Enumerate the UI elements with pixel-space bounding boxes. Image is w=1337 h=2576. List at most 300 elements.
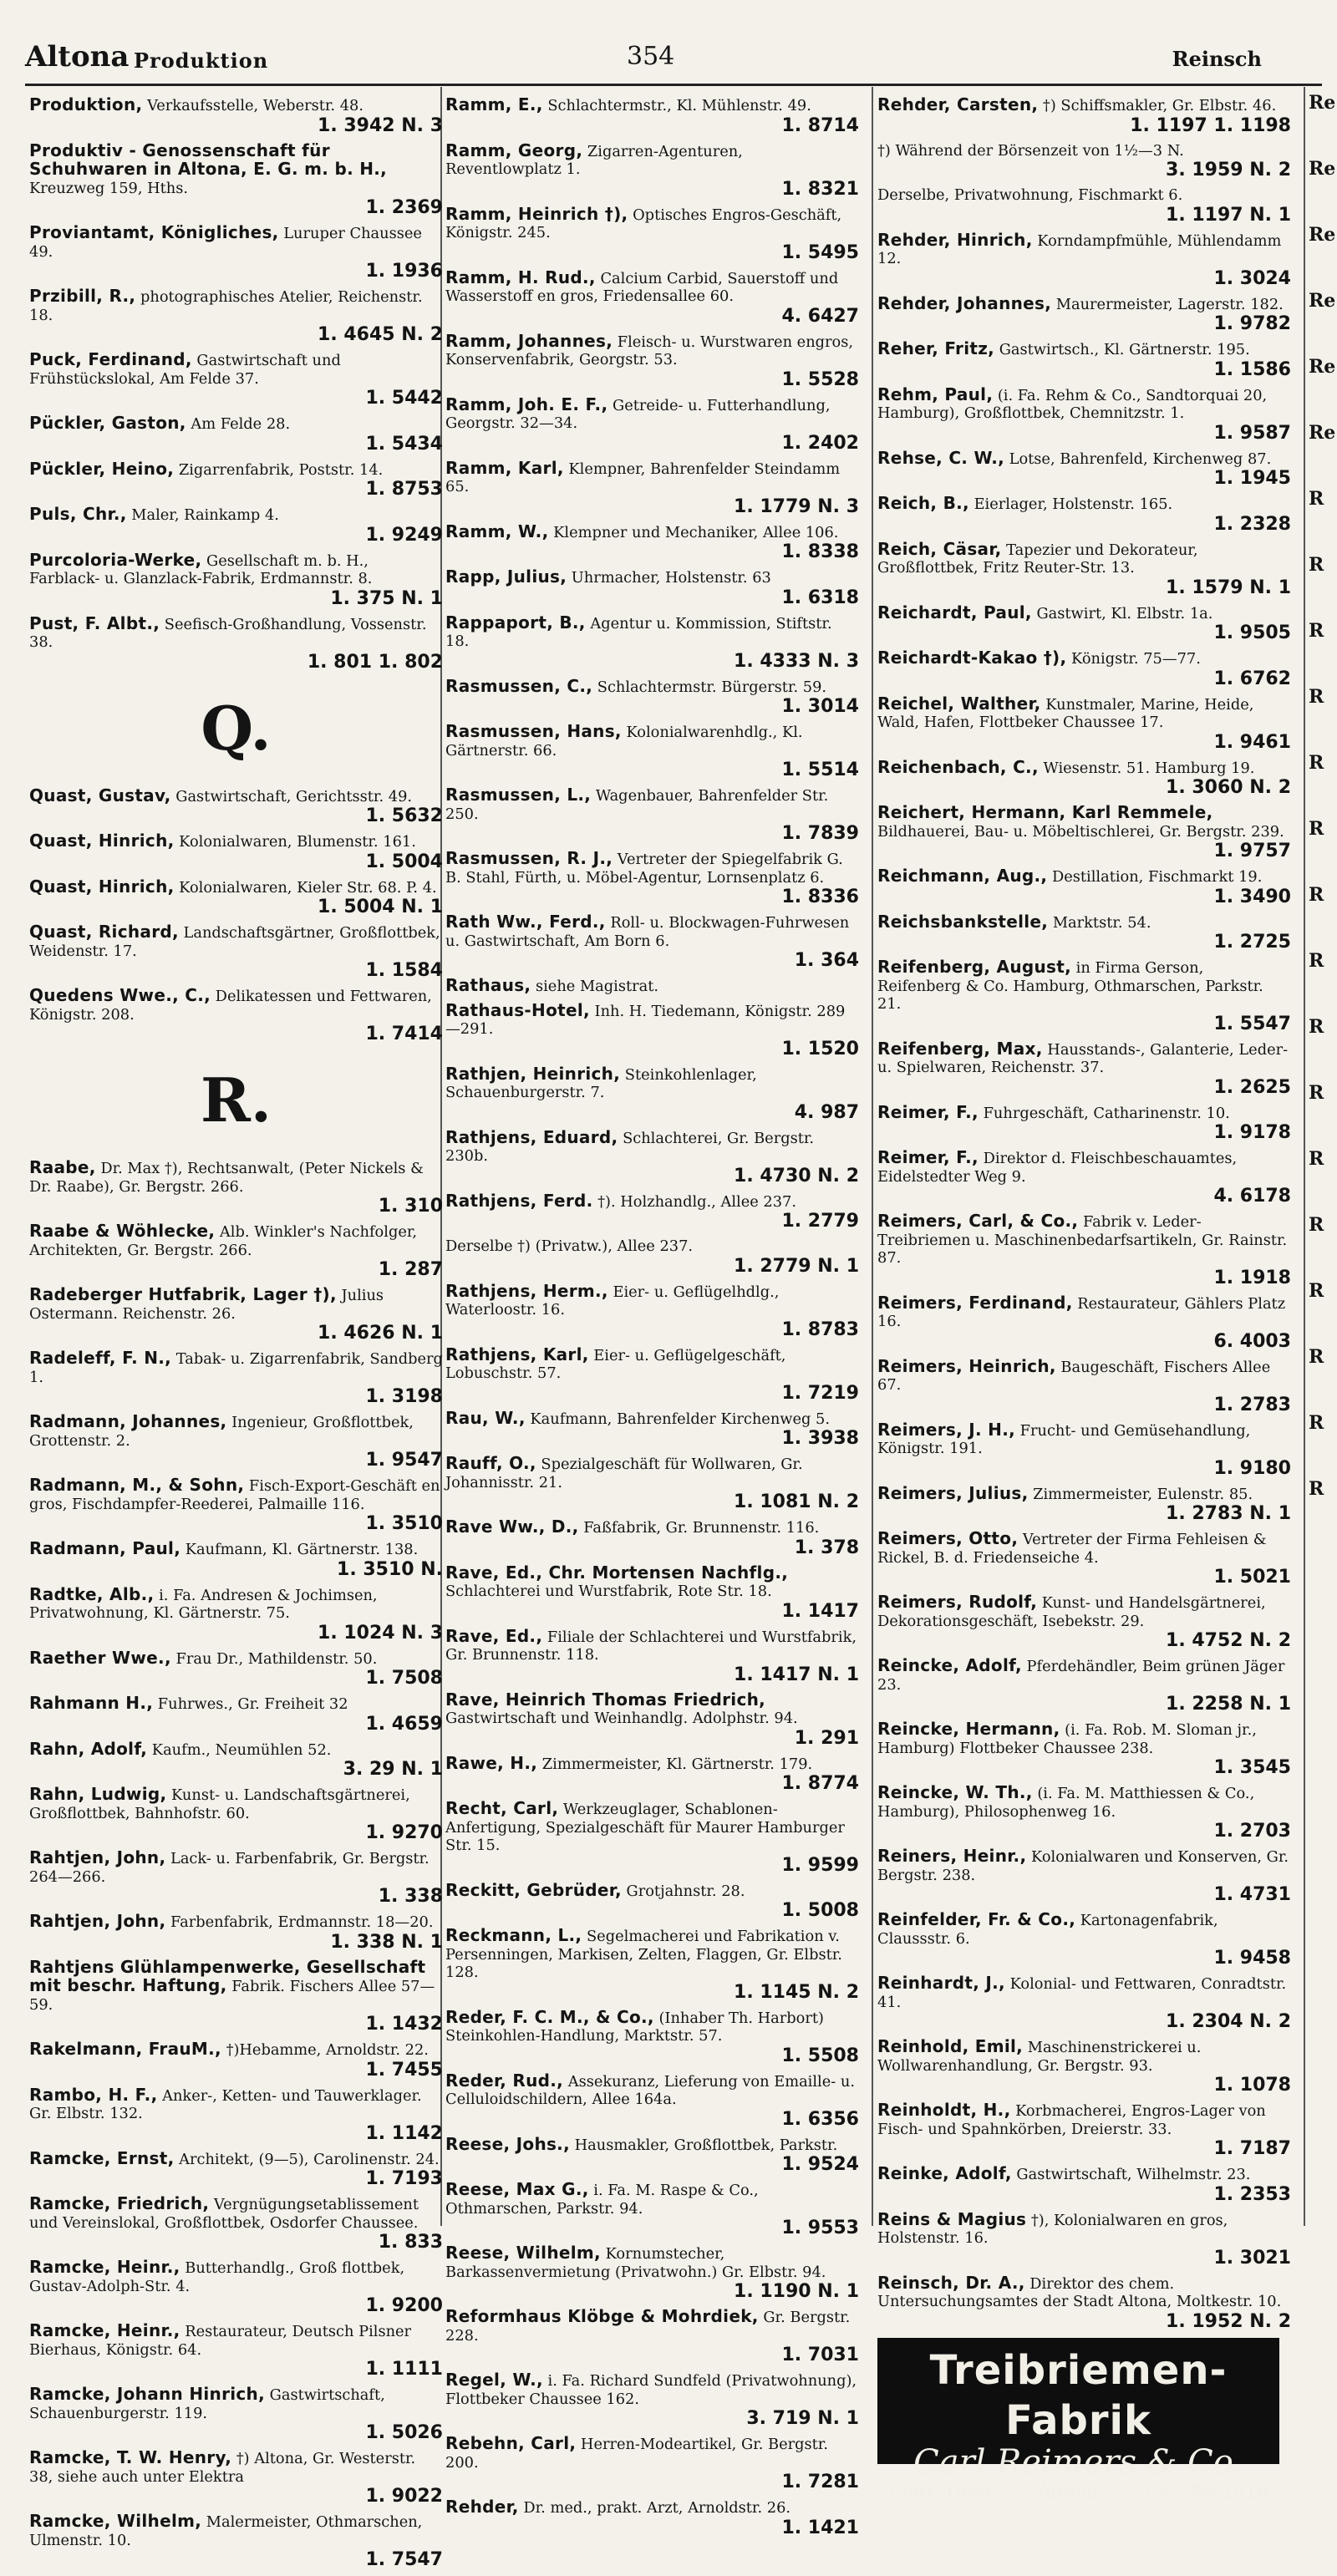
entry-details: Segelmacherei und Fabrikation v. Persenningen, Markisen, Zelten, Flaggen, Gr. Elbstr. 128. xyxy=(445,1928,842,1981)
entry-details: Gastwirtschaft und Frühstückslokal, Am Felde 37. xyxy=(29,352,341,388)
entry-text xyxy=(877,1482,1291,1504)
entry-name: Reimers, Heinrich, xyxy=(877,1355,1056,1376)
entry-details: Delikatessen und Fettwaren, Königstr. 208. xyxy=(29,988,432,1024)
entry-details: Königstr. 75—77. xyxy=(1066,650,1201,668)
entry-text xyxy=(29,987,443,1024)
entry-details: Derselbe, Privatwohnung, Fischmarkt 6. xyxy=(877,186,1183,204)
edge-fragment: R xyxy=(1309,1280,1324,1302)
entry-phone: 1. 4659 xyxy=(365,1713,443,1735)
entry-name: Quast, Richard, xyxy=(29,922,179,942)
entry-name: Ramm, E., xyxy=(445,94,543,114)
directory-entry xyxy=(29,224,443,282)
entry-text xyxy=(877,292,1291,314)
entry-text xyxy=(29,1286,443,1323)
entry-details: Filiale der Schlachterei und Wurstfabrik, Gr. Brunnenstr. 118. xyxy=(445,1628,857,1664)
directory-entry xyxy=(445,614,859,672)
entry-details: Fabrik. Fischers Allee 57—59. xyxy=(29,1978,435,2014)
entry-phone: 1. 2703 xyxy=(1213,1821,1291,1842)
entry-details: Restaurateur, Gählers Platz 16. xyxy=(877,1294,1286,1330)
entry-phone: 1. 3510 N. xyxy=(337,1558,443,1580)
entry-text xyxy=(445,1455,859,1491)
entry-text xyxy=(877,386,1291,423)
entry-name: Reich, B., xyxy=(877,493,969,513)
entry-details: Zigarrenfabrik, Poststr. 14. xyxy=(174,460,384,479)
entry-phone: 1. 9200 xyxy=(365,2295,443,2316)
entry-name: Rapp, Julius, xyxy=(445,567,567,587)
entry-phone: 3. 1959 N. 2 xyxy=(1166,160,1291,180)
entry-phone: 1. 3014 xyxy=(781,696,859,717)
entry-text xyxy=(445,675,859,697)
entry-phone: 1. 338 xyxy=(378,1886,443,1907)
entry-name: Rasmussen, R. J., xyxy=(445,848,613,868)
entry-text xyxy=(29,2258,443,2295)
entry-details: Vergnügungsetablissement und Vereinslokal, Großflottbek, Osdorfer Chaussee. xyxy=(29,2196,419,2232)
column-3 xyxy=(877,94,1291,2502)
directory-entry xyxy=(877,142,1291,181)
directory-entry xyxy=(877,1355,1291,1415)
entry-phone: 1. 2353 xyxy=(1213,2183,1291,2205)
entry-name: Rehder, Carsten, xyxy=(877,94,1039,114)
directory-entry xyxy=(877,756,1291,799)
ad-footer xyxy=(880,2479,1277,2506)
entry-name: Rave, Ed., xyxy=(445,1625,543,1646)
entry-phone: 1. 5514 xyxy=(781,760,859,780)
entry-name: Rathjens, Eduard, xyxy=(445,1126,618,1147)
entry-text xyxy=(445,1192,859,1212)
entry-text xyxy=(445,2072,859,2109)
entry-details: Schlachterei und Wurstfabrik, Rote Str. 18. xyxy=(445,1583,772,1600)
entry-phone: 1. 9587 xyxy=(1213,422,1291,444)
directory-entry xyxy=(877,1421,1291,1479)
entry-phone: 1. 1197 N. 1 xyxy=(1166,204,1291,226)
column-divider xyxy=(872,87,873,2226)
entry-text xyxy=(877,1974,1291,2011)
entry-name: Ramm, Georg, xyxy=(445,140,583,160)
entry-phone: 1. 2783 N. 1 xyxy=(1166,1503,1291,1524)
entry-name: Reimers, Rudolf, xyxy=(877,1592,1038,1612)
entry-phone: 1. 291 xyxy=(794,1727,859,1749)
entry-name: Reese, Max G., xyxy=(445,2179,589,2199)
directory-entry xyxy=(29,878,443,918)
directory-entry xyxy=(877,804,1291,861)
entry-name: Rebehn, Carl, xyxy=(445,2433,577,2453)
entry-name: Rathaus, xyxy=(445,975,531,995)
entry-name: Ramm, W., xyxy=(445,521,549,541)
directory-entry xyxy=(877,495,1291,535)
entry-name: Reckitt, Gebrüder, xyxy=(445,1879,622,1900)
entry-details: Bildhauerei, Bau- u. Möbeltischlerei, Gr. Bergstr. 239. xyxy=(877,822,1284,841)
entry-text xyxy=(445,1879,859,1901)
page-header xyxy=(25,33,1312,80)
entry-text xyxy=(877,913,1291,932)
entry-phone: 1. 2258 N. 1 xyxy=(1166,1694,1291,1715)
entry-text xyxy=(29,1583,443,1623)
entry-details: siehe Magistrat. xyxy=(531,978,659,995)
entry-name: Ramcke, Wilhelm, xyxy=(29,2511,202,2531)
entry-name: Radeleff, F. N., xyxy=(29,1348,172,1368)
entry-phone: 1. 9270 xyxy=(365,1822,443,1843)
entry-phone: 1. 1936 xyxy=(365,261,443,282)
entry-details: Uhrmacher, Holstenstr. 63 xyxy=(567,569,771,587)
entry-name: Rambo, H. F., xyxy=(29,2084,158,2105)
entry-text xyxy=(29,1476,443,1513)
directory-entry xyxy=(29,1649,443,1689)
entry-details: Klempner, Bahrenfelder Steindamm 65. xyxy=(445,460,841,495)
entry-phone: 1. 9547 xyxy=(365,1450,443,1471)
entry-phone: 1. 7281 xyxy=(781,2472,859,2492)
directory-entry xyxy=(29,287,443,345)
entry-text xyxy=(445,396,859,433)
entry-details: Gastwirt, Kl. Elbstr. 1a. xyxy=(1031,604,1213,622)
entry-details: Optisches Engros-Geschäft, Königstr. 245. xyxy=(445,206,842,241)
entry-details: Farbenfabrik, Erdmannstr. 18—20. xyxy=(165,1913,434,1931)
entry-phone: 1. 1024 N. 3 xyxy=(318,1622,443,1644)
entry-details: Marktstr. 54. xyxy=(1048,913,1151,932)
entry-phone: 1. 7508 xyxy=(365,1668,443,1689)
entry-details: Kolonial- und Fettwaren, Conradtstr. 41. xyxy=(877,1975,1287,2011)
directory-entry xyxy=(877,231,1291,289)
entry-details: Kaufmann, Bahrenfelder Kirchenweg 5. xyxy=(525,1410,831,1428)
entry-text xyxy=(877,1040,1291,1077)
entry-name: Reifenberg, August, xyxy=(877,957,1071,977)
entry-text xyxy=(29,2147,443,2169)
entry-details: Seefisch-Großhandlung, Vossenstr. 38. xyxy=(29,615,427,651)
entry-phone: 1. 9249 xyxy=(365,524,443,546)
entry-text xyxy=(445,203,859,242)
entry-phone: 6. 4003 xyxy=(1213,1330,1291,1352)
entry-details: Kolonialwaren, Blumenstr. 161. xyxy=(174,833,416,851)
column-divider xyxy=(1304,87,1305,2226)
directory-entry xyxy=(29,1413,443,1471)
entry-phone: 1. 1432 xyxy=(365,2014,443,2035)
directory-entry xyxy=(877,447,1291,490)
edge-fragment: Re xyxy=(1309,92,1336,114)
entry-text xyxy=(877,1421,1291,1458)
entry-details: Frucht- und Gemüsehandlung, Königstr. 191. xyxy=(877,1421,1251,1457)
directory-entry xyxy=(29,2322,443,2380)
entry-text xyxy=(445,2498,859,2518)
entry-name: Pust, F. Albt., xyxy=(29,612,160,633)
entry-text xyxy=(445,850,859,887)
entry-details: Gastwirtschaft, Schauenburgerstr. 119. xyxy=(29,2386,385,2422)
entry-text xyxy=(445,1346,859,1383)
entry-name: Rehder, xyxy=(445,2497,519,2517)
directory-entry xyxy=(29,142,443,219)
edge-fragment: Re xyxy=(1309,158,1336,180)
entry-text xyxy=(29,2195,443,2232)
directory-entry xyxy=(29,506,443,546)
directory-entry xyxy=(445,2181,859,2238)
entry-phone: 1. 7219 xyxy=(781,1382,859,1404)
entry-phone: 1. 2304 N. 2 xyxy=(1166,2011,1291,2032)
entry-name: Rahn, Adolf, xyxy=(29,1738,148,1759)
directory-entry xyxy=(877,604,1291,644)
entry-phone: 1. 7031 xyxy=(781,2345,859,2365)
entry-name: Ramm, Karl, xyxy=(445,457,564,478)
entry-name: Reifenberg, Max, xyxy=(877,1038,1043,1059)
entry-details: Kartonagenfabrik, Claussstr. 6. xyxy=(877,1912,1218,1948)
entry-phone: 1. 5442 xyxy=(365,388,443,409)
entry-details: Hausstands-, Galanterie, Leder- u. Spielwaren, Reichenstr. 37. xyxy=(877,1040,1289,1076)
entry-text xyxy=(29,142,443,198)
directory-entry xyxy=(445,1126,859,1186)
directory-entry xyxy=(445,2006,859,2066)
entry-phone: 1. 7187 xyxy=(1213,2138,1291,2159)
entry-phone: 1. 1584 xyxy=(365,960,443,981)
entry-text xyxy=(877,649,1291,668)
entry-text xyxy=(877,1101,1291,1123)
entry-name: Rauff, O., xyxy=(445,1453,536,1473)
entry-phone: 1. 3510 xyxy=(365,1513,443,1534)
entry-phone: 1. 9524 xyxy=(781,2154,859,2175)
entry-phone: 1. 5528 xyxy=(781,368,859,390)
entry-name: Rave, Heinrich Thomas Friedrich, xyxy=(445,1689,766,1710)
directory-entry xyxy=(877,340,1291,380)
directory-entry xyxy=(29,1740,443,1781)
entry-text xyxy=(445,1126,859,1166)
directory-entry xyxy=(29,1540,443,1580)
entry-name: Reichenbach, C., xyxy=(877,756,1039,777)
entry-details: Zimmermeister, Kl. Gärtnerstr. 179. xyxy=(537,1755,813,1773)
entry-details: Wagenbauer, Bahrenfelder Str. 250. xyxy=(445,787,829,823)
entry-name: Raabe & Wöhlecke, xyxy=(29,1221,216,1241)
entry-name: Rahtjens Glühlampenwerke, Gesellschaft mit beschr. Haftung, xyxy=(29,1956,426,1995)
edge-fragment: R xyxy=(1309,818,1324,840)
directory-entry xyxy=(877,1101,1291,1144)
entry-text xyxy=(877,2165,1291,2184)
entry-text xyxy=(29,1159,443,1196)
ad-firm: Carl Reimers & Co. xyxy=(913,2442,1243,2482)
directory-entry xyxy=(445,142,859,200)
entry-phone: 1. 287 xyxy=(378,1259,443,1280)
entry-name: Rave Ww., D., xyxy=(445,1517,579,1537)
entry-name: Quast, Hinrich, xyxy=(29,831,175,851)
directory-entry xyxy=(877,1720,1291,1778)
entry-phone: 1. 378 xyxy=(794,1537,859,1558)
entry-name: Reichsbankstelle, xyxy=(877,911,1049,932)
entry-phone: 1. 8753 xyxy=(365,479,443,500)
entry-text xyxy=(29,612,443,652)
entry-name: Ramcke, Heinr., xyxy=(29,2257,180,2277)
entry-text xyxy=(445,330,859,369)
directory-entry xyxy=(445,2498,859,2538)
directory-entry xyxy=(877,386,1291,444)
directory-entry xyxy=(445,269,859,327)
entry-details: Lack- u. Farbenfabrik, Gr. Bergstr. 264—266. xyxy=(29,1850,430,1886)
entry-details: (i. Fa. Rob. M. Sloman jr., Hamburg) Flottbeker Chaussee 238. xyxy=(877,1721,1257,1757)
directory-entry xyxy=(877,867,1291,907)
entry-phone: 1. 7193 xyxy=(365,2168,443,2189)
directory-entry xyxy=(445,1280,859,1340)
directory-entry xyxy=(877,958,1291,1034)
directory-entry xyxy=(29,1956,443,2035)
entry-name: Regel, W., xyxy=(445,2370,543,2390)
entry-details: Dr. Max †), Rechtsanwalt, (Peter Nickels & Dr. Raabe), Gr. Bergstr. 266. xyxy=(29,1160,424,1196)
entry-details: Gastwirtschaft und Weinhandlg. Adolphstr. 94. xyxy=(445,1710,798,1727)
entry-phone: 1. 9458 xyxy=(1213,1948,1291,1969)
directory-entry xyxy=(445,913,859,971)
entry-phone: 1. 3490 xyxy=(1213,886,1291,907)
directory-entry xyxy=(29,1349,443,1407)
entry-name: Purcoloria-Werke, xyxy=(29,549,202,570)
edge-fragment: R xyxy=(1309,1412,1324,1434)
directory-entry xyxy=(29,987,443,1044)
entry-phone: 1. 6356 xyxy=(781,2108,859,2130)
directory-entry xyxy=(877,1294,1291,1352)
entry-name: Rath Ww., Ferd., xyxy=(445,912,606,932)
entry-details: Wiesenstr. 51. Hamburg 19. xyxy=(1038,759,1255,777)
directory-entry xyxy=(445,999,859,1059)
entry-phone: 1. 1417 N. 1 xyxy=(734,1664,859,1685)
entry-phone: 1. 375 N. 1 xyxy=(330,587,443,609)
entry-text xyxy=(877,2101,1291,2138)
ad-title: Treibriemen-Fabrik xyxy=(929,2346,1228,2444)
entry-name: Reimers, Carl, & Co., xyxy=(877,1211,1079,1231)
entry-phone: 1. 5632 xyxy=(365,805,443,826)
directory-entry xyxy=(445,1518,859,1558)
directory-entry xyxy=(445,1879,859,1922)
entry-name: Quedens Wwe., C., xyxy=(29,985,211,1005)
entry-text xyxy=(877,804,1291,841)
entry-text xyxy=(445,2133,859,2155)
entry-details: Schlachtermstr. Bürgerstr. 59. xyxy=(592,678,827,696)
entry-details: Gesellschaft m. b. H., Farblack- u. Glanzlack-Fabrik, Erdmannstr. 8. xyxy=(29,551,373,587)
entry-text xyxy=(445,1800,859,1855)
entry-text xyxy=(445,142,859,179)
entry-details: Dr. med., prakt. Arzt, Arnoldstr. 26. xyxy=(518,2499,791,2517)
entry-name: Pückler, Gaston, xyxy=(29,413,186,433)
entry-text xyxy=(877,1720,1291,1757)
entry-phone: 4. 6427 xyxy=(781,305,859,327)
entry-name: Reichmann, Aug., xyxy=(877,866,1048,886)
entry-text xyxy=(445,614,859,651)
entry-details: Vertreter der Firma Fehleisen & Rickel, B. d. Friedenseiche 4. xyxy=(877,1531,1267,1567)
entry-details: Direktor des chem. Untersuchungsamtes der Stadt Altona, Moltkestr. 10. xyxy=(877,2274,1282,2310)
directory-entry xyxy=(445,2308,859,2365)
entry-text xyxy=(445,999,859,1039)
directory-entry xyxy=(877,2165,1291,2205)
entry-name: Reimers, J. H., xyxy=(877,1419,1015,1440)
entry-name: Rathaus-Hotel, xyxy=(445,999,590,1020)
directory-entry xyxy=(877,2208,1291,2269)
entry-phone: 1. 8774 xyxy=(781,1773,859,1794)
directory-entry xyxy=(877,1657,1291,1715)
directory-entry xyxy=(445,2244,859,2302)
entry-text xyxy=(29,1849,443,1886)
entry-name: Reincke, W. Th., xyxy=(877,1782,1033,1802)
entry-name: Radmann, Johannes, xyxy=(29,1411,227,1431)
directory-entry xyxy=(877,186,1291,226)
entry-text xyxy=(877,1657,1291,1694)
entry-details: Kunst- u. Landschaftsgärtnerei, Großflottbek, Bahnhofstr. 60. xyxy=(29,1786,410,1822)
entry-name: Reichel, Walther, xyxy=(877,693,1041,714)
entry-details: Eier- u. Geflügelhdlg., Waterloostr. 16. xyxy=(445,1283,780,1318)
entry-phone: 1. 1586 xyxy=(1213,358,1291,380)
entry-name: Rehder, Hinrich, xyxy=(877,229,1033,250)
entry-details: †). Holzhandlg., Allee 237. xyxy=(592,1192,796,1211)
entry-phone: 1. 7414 xyxy=(365,1024,443,1044)
edge-fragment: Re xyxy=(1309,290,1336,312)
directory-entry xyxy=(445,850,859,907)
entry-phone: 1. 3942 N. 3 xyxy=(318,114,443,136)
edge-fragment: Re xyxy=(1309,422,1336,444)
entry-text xyxy=(29,460,443,480)
entry-details: Kolonialwarenhdlg., Kl. Gärtnerstr. 66. xyxy=(445,724,803,760)
entry-name: Rathjens, Herm., xyxy=(445,1280,608,1301)
entry-details: i. Fa. Richard Sundfeld (Privatwohnung), Flottbeker Chaussee 162. xyxy=(445,2372,857,2408)
entry-name: Reese, Johs., xyxy=(445,2133,570,2154)
directory-entry xyxy=(445,457,859,517)
entry-details: Fuhrgeschäft, Catharinenstr. 10. xyxy=(978,1104,1230,1122)
entry-phone: 1. 2625 xyxy=(1213,1076,1291,1098)
entry-details: Verkaufsstelle, Weberstr. 48. xyxy=(142,97,363,114)
entry-details: Maler, Rainkamp 4. xyxy=(126,506,279,524)
directory-entry xyxy=(29,2449,443,2507)
entry-name: Rahtjen, John, xyxy=(29,1911,166,1931)
entry-text xyxy=(445,2308,859,2345)
entry-details: photographisches Atelier, Reichenstr. 18. xyxy=(29,288,423,324)
directory-entry xyxy=(445,523,859,563)
entry-text xyxy=(29,351,443,388)
entry-name: Reincke, Hermann, xyxy=(877,1719,1060,1739)
entry-text xyxy=(877,1530,1291,1567)
entry-name: Rathjens, Karl, xyxy=(445,1344,589,1364)
entry-name: Rehm, Paul, xyxy=(877,384,994,404)
directory-entry xyxy=(877,1911,1291,1969)
entry-text xyxy=(445,1691,859,1728)
entry-text xyxy=(445,96,859,115)
entry-details: Luruper Chaussee 49. xyxy=(29,225,422,261)
entry-details: Architekt, (9—5), Carolinenstr. 24. xyxy=(174,2150,440,2168)
entry-details: Julius Ostermann. Reichenstr. 26. xyxy=(29,1287,384,1323)
directory-entry xyxy=(445,1800,859,1876)
entry-name: Radtke, Alb., xyxy=(29,1583,155,1604)
entry-phone: 1. 9022 xyxy=(365,2486,443,2507)
entry-text xyxy=(877,538,1291,577)
directory-entry xyxy=(445,1691,859,1749)
entry-phone: 3. 29 N. 1 xyxy=(343,1759,443,1780)
entry-name: Raabe, xyxy=(29,1157,96,1177)
entry-phone: 1. 4645 N. 2 xyxy=(318,324,443,345)
directory-entry xyxy=(29,1786,443,1843)
entry-name: Reiners, Heinr., xyxy=(877,1846,1027,1866)
directory-entry xyxy=(445,568,859,608)
entry-details: Destillation, Fischmarkt 19. xyxy=(1047,868,1263,886)
entry-text xyxy=(29,832,443,851)
entry-name: Ramcke, Friedrich, xyxy=(29,2193,210,2213)
entry-name: Reichert, Hermann, Karl Remmele, xyxy=(877,802,1213,822)
entry-phone: 1. 833 xyxy=(378,2232,443,2253)
entry-details: Steinkohlenlager, Schauenburgerstr. 7. xyxy=(445,1065,757,1101)
directory-entry xyxy=(877,1530,1291,1588)
directory-entry xyxy=(877,1149,1291,1207)
entry-text xyxy=(29,878,443,897)
entry-text xyxy=(29,1540,443,1559)
entry-name: Produktion, xyxy=(29,94,143,114)
entry-phone: 1. 1779 N. 3 xyxy=(734,495,859,517)
entry-details: Derselbe †) (Privatw.), Allee 237. xyxy=(445,1237,694,1255)
entry-text xyxy=(445,269,859,306)
entry-text xyxy=(445,1065,859,1102)
entry-name: Rathjen, Heinrich, xyxy=(445,1063,621,1084)
entry-details: i. Fa. Andresen & Jochimsen, Privatwohnung, Kl. Gärtnerstr. 75. xyxy=(29,1586,378,1622)
directory-entry xyxy=(445,723,859,780)
entry-phone: 1. 1417 xyxy=(781,1600,859,1622)
entry-text xyxy=(29,2385,443,2422)
entry-details: Werkzeuglager, Schablonen-Anfertigung, Spezialgeschäft für Maurer Hamburger Str. 15. xyxy=(445,1801,845,1854)
entry-details: Kornumstecher, Barkassenvermietung (Privatwohn.) Gr. Elbstr. 94. xyxy=(445,2245,826,2281)
entry-phone: 1. 2725 xyxy=(1213,932,1291,953)
